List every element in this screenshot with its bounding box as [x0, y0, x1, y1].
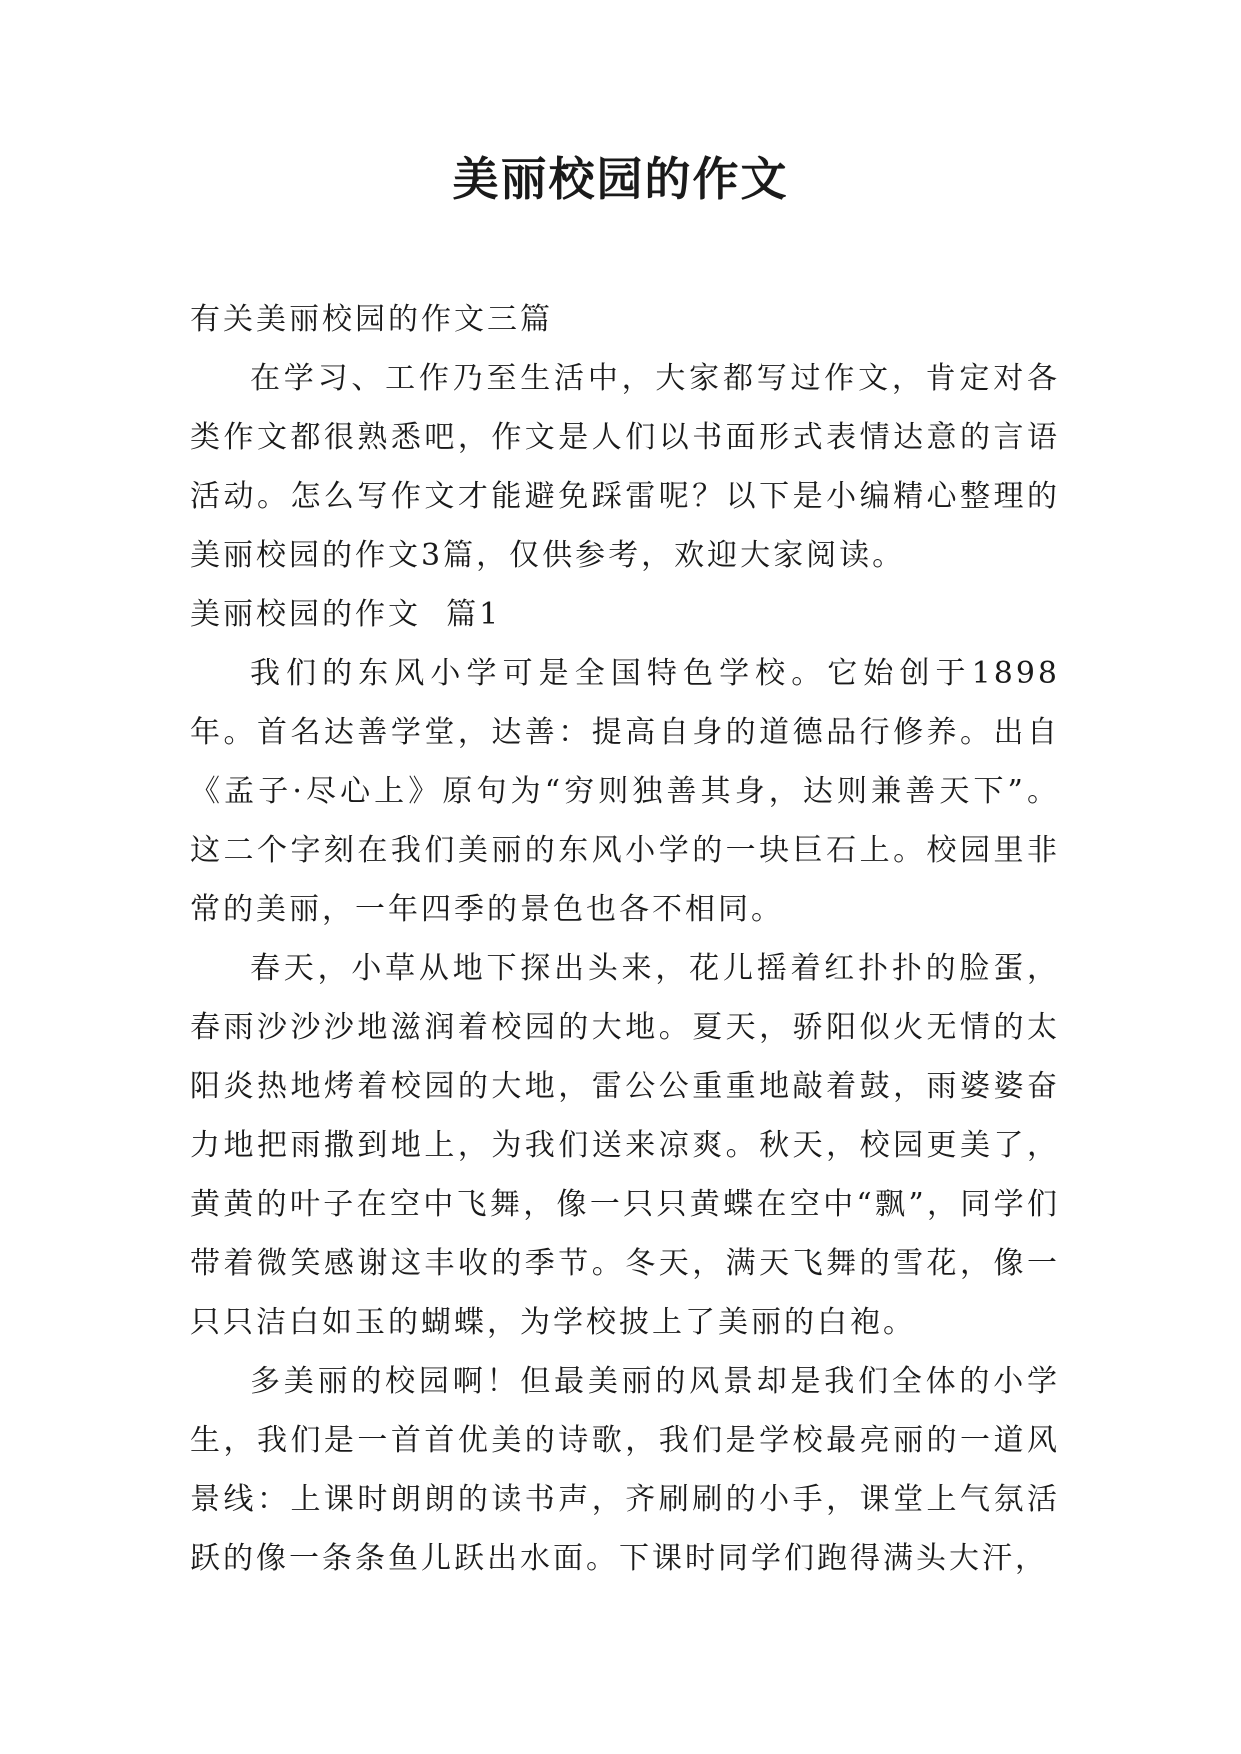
document-body: [190, 290, 1060, 1588]
document-subtitle: 有关美丽校园的作文三篇: [190, 302, 553, 337]
section-heading: 美丽校园的作文 篇1: [190, 597, 502, 632]
document-title: 美丽校园的作文: [452, 152, 789, 206]
intro-paragraph: 在学习、工作乃至生活中，大家都写过作文，肯定对各类作文都很熟悉吧，作文是人们以书面形式表情达意的言语活动。怎么写作文才能避免踩雷呢？以下是小编精心整理的美丽校园的作文3篇，仅供参考，欢迎大家阅读。: [190, 361, 1060, 573]
body-paragraph: 我们的东风小学可是全国特色学校。它始创于1898年。首名达善学堂，达善：提高自身的道德品行修养。出自《孟子·尽心上》原句为“穷则独善其身，达则兼善天下”。这二个字刻在我们美丽的东风小学的一块巨石上。校园里非常的美丽，一年四季的景色也各不相同。: [190, 656, 1060, 927]
body-paragraph: 春天，小草从地下探出头来，花儿摇着红扑扑的脸蛋，春雨沙沙沙地滋润着校园的大地。夏天，骄阳似火无情的太阳炎热地烤着校园的大地，雷公公重重地敲着鼓，雨婆婆奋力地把雨撒到地上，为我们送来凉爽。秋天，校园更美了，黄黄的叶子在空中飞舞，像一只只黄蝶在空中“飘”，同学们带着微笑感谢这丰收的季节。冬天，满天飞舞的雪花，像一只只洁白如玉的蝴蝶，为学校披上了美丽的白袍。: [190, 951, 1060, 1340]
body-paragraph: 多美丽的校园啊！但最美丽的风景却是我们全体的小学生，我们是一首首优美的诗歌，我们是学校最亮丽的一道风景线：上课时朗朗的读书声，齐刷刷的小手，课堂上气氛活跃的像一条条鱼儿跃出水面。下课时同学们跑得满头大汗，: [190, 1364, 1060, 1576]
